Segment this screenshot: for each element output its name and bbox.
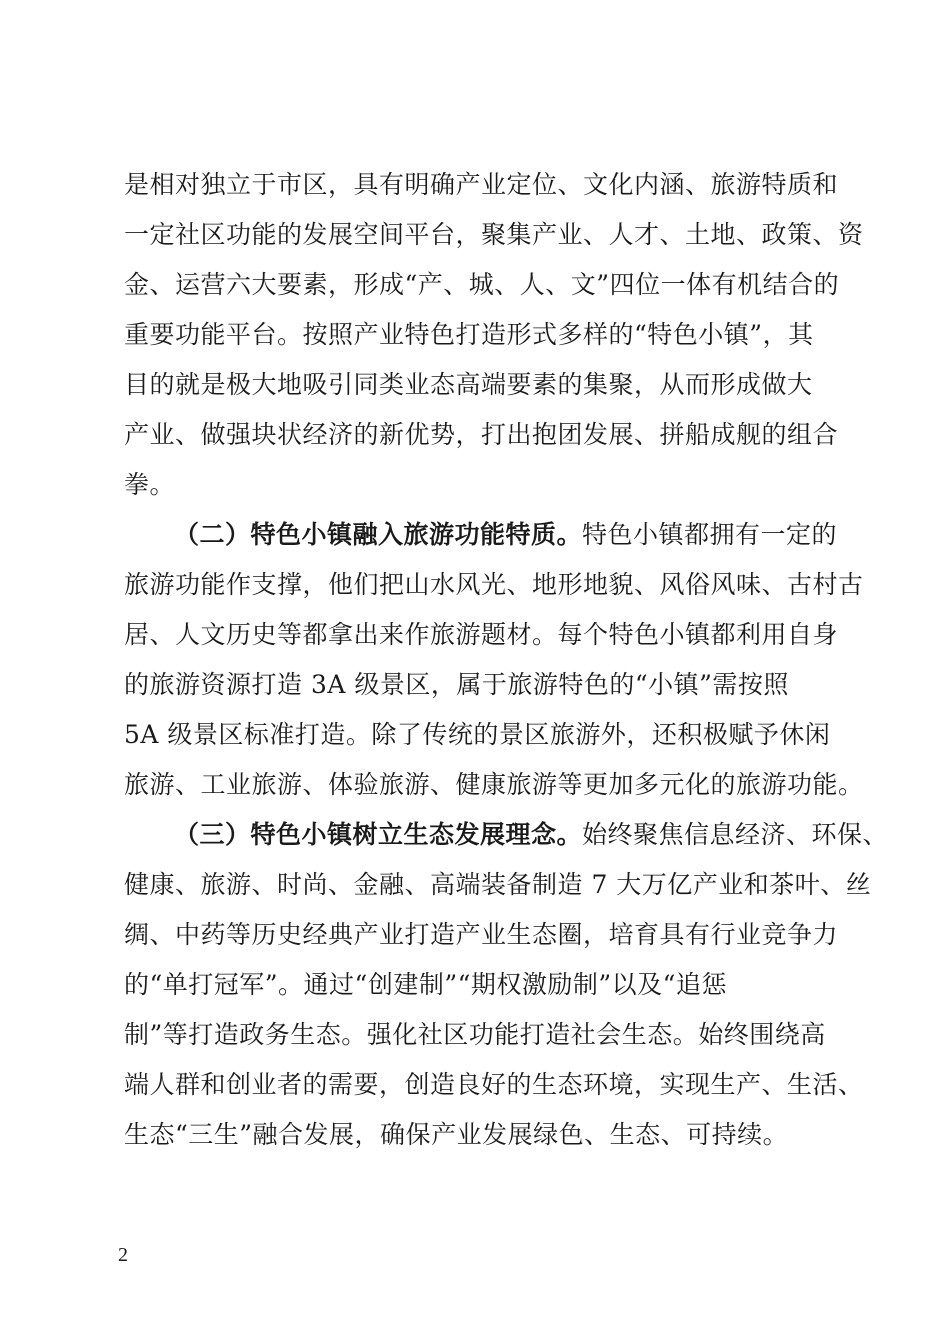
paragraph-line: 目的就是极大地吸引同类业态高端要素的集聚，从而形成做大 <box>124 370 813 399</box>
section-heading: （三）特色小镇树立生态发展理念。 <box>174 820 583 849</box>
paragraph-line: 的“单打冠军”。通过“创建制”“期权激励制”以及“追惩 <box>124 970 727 999</box>
paragraph-line: 5A 级景区标准打造。除了传统的景区旅游外，还积极赋予休闲 <box>124 720 831 749</box>
paragraph-line: 产业、做强块状经济的新优势，打出抱团发展、拼船成舰的组合 <box>124 420 839 449</box>
paragraph-text: 始终聚焦信息经济、环保、 <box>582 820 889 849</box>
section-heading: （二）特色小镇融入旅游功能特质。 <box>174 520 583 549</box>
paragraph-line: 健康、旅游、时尚、金融、高端装备制造 7 大万亿产业和茶叶、丝 <box>124 870 872 899</box>
paragraph-line: 旅游功能作支撑，他们把山水风光、地形地貌、风俗风味、古村古 <box>124 570 864 599</box>
paragraph-line: 金、运营六大要素，形成“产、城、人、文”四位一体有机结合的 <box>124 270 840 299</box>
paragraph-first-line <box>174 820 889 850</box>
paragraph-line: 生态“三生”融合发展，确保产业发展绿色、生态、可持续。 <box>124 1120 789 1149</box>
paragraph-line: 的旅游资源打造 3A 级景区，属于旅游特色的“小镇”需按照 <box>124 670 789 699</box>
paragraph-line: 制”等打造政务生态。强化社区功能打造社会生态。始终围绕高 <box>124 1020 826 1049</box>
paragraph-line: 拳。 <box>124 470 176 499</box>
paragraph-line: 绸、中药等历史经典产业打造产业生态圈，培育具有行业竞争力 <box>124 920 839 949</box>
paragraph-line: 一定社区功能的发展空间平台，聚集产业、人才、土地、政策、资 <box>124 220 864 249</box>
paragraph-line: 居、人文历史等都拿出来作旅游题材。每个特色小镇都利用自身 <box>124 620 839 649</box>
paragraph-line: 重要功能平台。按照产业特色打造形式多样的“特色小镇”，其 <box>124 320 814 349</box>
paragraph-line: 是相对独立于市区，具有明确产业定位、文化内涵、旅游特质和 <box>124 170 839 199</box>
paragraph-line: 旅游、工业旅游、体验旅游、健康旅游等更加多元化的旅游功能。 <box>124 770 864 799</box>
page-number: 2 <box>118 1244 128 1266</box>
paragraph-text: 特色小镇都拥有一定的 <box>582 520 838 549</box>
paragraph-line: 端人群和创业者的需要，创造良好的生态环境，实现生产、生活、 <box>124 1070 864 1099</box>
paragraph-first-line <box>174 520 844 550</box>
